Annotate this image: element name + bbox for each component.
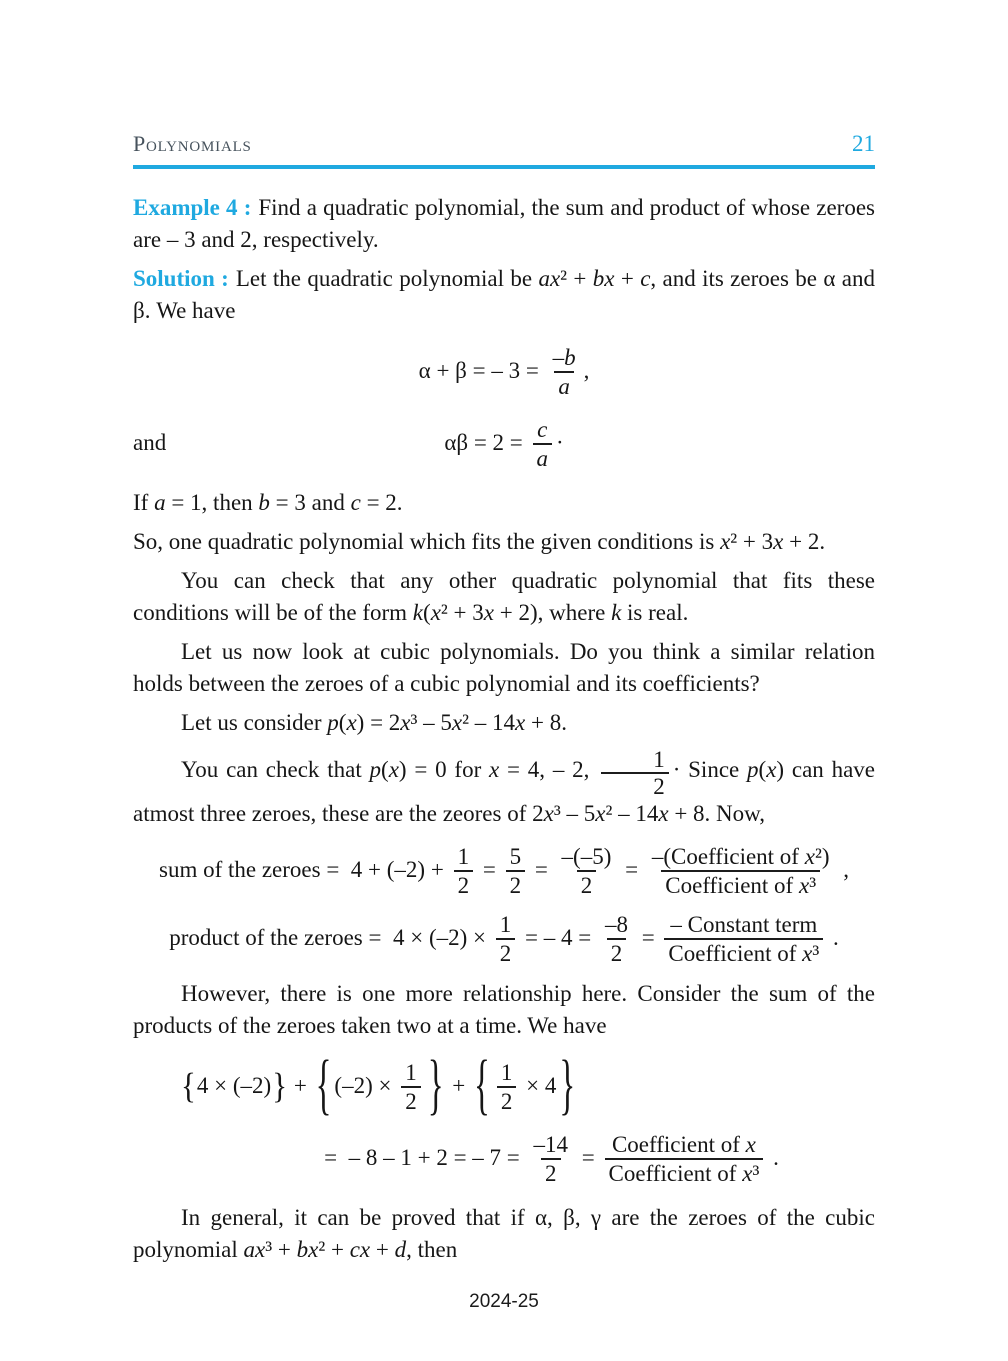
running-head: Polynomials xyxy=(133,131,252,156)
paragraph-check-any xyxy=(133,565,875,629)
fraction: $\frac{1}{2}$ xyxy=(601,747,669,799)
equation-body: { 4 × (–2) } + { (–2) × $\frac{1}{2}$ } + { $\frac{1}{2}$ × 4 } xyxy=(181,1049,576,1123)
equation-body: sum of the zeroes = 4 + (–2) + $\frac{1}{2}$ = $\frac{5}{2}$ = $\frac{-(-5)}{2}$ = –(Coefficient of x ²) Coefficient of x ³ , xyxy=(159,844,849,898)
paragraph-cubic-intro xyxy=(133,636,875,700)
example-text: Find a quadratic polynomial, the sum and product of whose zeroes are – 3 and 2, respectively. xyxy=(133,195,875,252)
example-label: Example 4 : xyxy=(133,195,252,220)
fraction: $\frac{c}{a}$ xyxy=(533,416,553,472)
equation-alpha-beta-product xyxy=(133,415,875,471)
equation-sum-of-zeroes xyxy=(133,842,875,898)
paragraph-text: Let us now look at cubic polynomials. Do you think a similar relation holds between the zeroes of a cubic polynomial and its coefficients? xyxy=(133,639,875,696)
fraction: $\frac{1}{2}$ xyxy=(497,1059,517,1115)
fraction: $\frac{1}{2}$ xyxy=(454,843,474,899)
fraction: $\frac{-(-5)}{2}$ xyxy=(561,844,612,898)
fraction: $\frac{-14}{2}$ xyxy=(533,1132,569,1186)
equation-body: product of the zeroes = 4 × (–2) × $\frac{1}{2}$ = – 4 = $\frac{-8}{2}$ = – Constant term Coefficient of x ³ . xyxy=(169,912,839,966)
equation-sum-products-pairs xyxy=(133,1049,875,1123)
header-rule xyxy=(133,165,875,169)
fraction: – b a xyxy=(552,345,576,399)
paragraph-if xyxy=(133,487,875,519)
fraction: $\frac{1}{2}$ xyxy=(401,1059,421,1115)
paragraph-general xyxy=(133,1202,875,1266)
page-header xyxy=(133,128,875,160)
equation-alpha-beta-sum xyxy=(133,343,875,399)
fraction: $\frac{5}{2}$ xyxy=(506,843,526,899)
paragraph-text: You can check that p(x) = 0 for x = 4, – 2, $\frac{1}{2}$ · Since p(x) can have atmost three zeroes, these are the zeores of 2x³ – 5x² – 14x + 8. Now, xyxy=(133,747,875,826)
page-number: 21 xyxy=(852,131,875,156)
equation-body: α + β = – 3 = – b a , xyxy=(418,345,590,399)
fraction: –(Coefficient of x ²) Coefficient of x ³ xyxy=(651,844,830,898)
fraction: $\frac{1}{2}$ xyxy=(496,911,516,967)
paragraph-so xyxy=(133,526,875,558)
paragraph-example4 xyxy=(133,192,875,256)
paragraph-text: Let us consider p(x) = 2x³ – 5x² – 14x + 8. xyxy=(181,710,567,735)
paragraph-however xyxy=(133,978,875,1042)
equation-sum-products-value xyxy=(133,1130,875,1186)
paragraph-text: You can check that any other quadratic polynomial that fits these conditions will be of the form k(x² + 3x + 2), where k is real. xyxy=(133,568,875,625)
equation-body: = – 8 – 1 + 2 = – 7 = $\frac{-14}{2}$ = Coefficient of x Coefficient of x ³ . xyxy=(324,1132,779,1186)
solution-text: Let the quadratic polynomial be ax² + bx + c, and its zeroes be α and β. We have xyxy=(133,266,875,323)
paragraph-text: So, one quadratic polynomial which fits the given conditions is x² + 3x + 2. xyxy=(133,529,826,554)
fraction: Coefficient of x Coefficient of x ³ xyxy=(605,1131,764,1187)
paragraph-text: However, there is one more relationship here. Consider the sum of the products of the zeroes taken two at a time. We have xyxy=(133,981,875,1038)
paragraph-text: In general, it can be proved that if α, β, γ are the zeroes of the cubic polynomial ax³ + bx² + cx + d, then xyxy=(133,1205,875,1262)
solution-label: Solution : xyxy=(133,266,229,291)
paragraph-consider xyxy=(133,707,875,739)
paragraph-solution xyxy=(133,263,875,327)
paragraph-check-p xyxy=(133,746,875,830)
paragraph-text: If a = 1, then b = 3 and c = 2. xyxy=(133,490,403,515)
equation-body: αβ = 2 = $\frac{c}{a}$ · xyxy=(444,417,564,471)
footer-year: 2024-25 xyxy=(469,1291,539,1312)
fraction: $\frac{-8}{2}$ xyxy=(604,912,628,966)
equation-product-of-zeroes xyxy=(133,910,875,966)
fraction: – Constant term Coefficient of x ³ xyxy=(664,911,823,967)
equation-connector: and xyxy=(133,430,167,455)
